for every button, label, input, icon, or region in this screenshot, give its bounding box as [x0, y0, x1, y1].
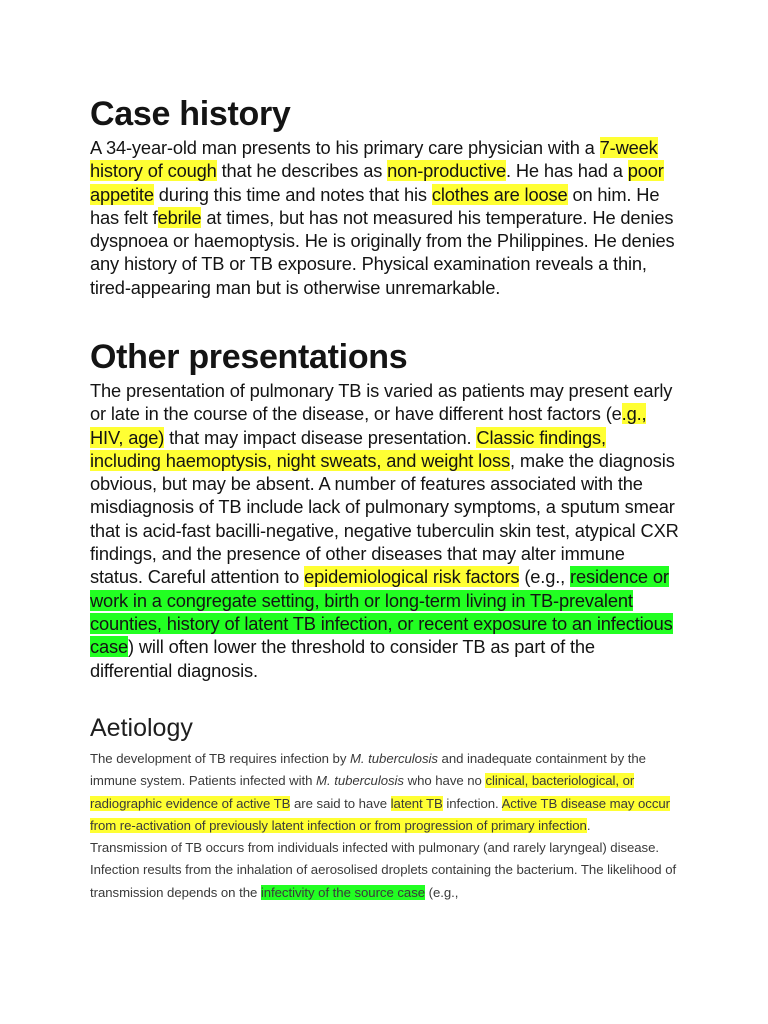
other-presentations-section	[90, 337, 680, 682]
highlight-latent-tb: latent TB	[390, 795, 443, 811]
text-run: and inadequate containment by the immune system. Patients infected with	[90, 751, 646, 789]
aetiology-paragraph-2	[90, 837, 680, 904]
text-run: that he describes as	[216, 160, 388, 182]
aetiology-section	[90, 713, 680, 904]
other-presentations-paragraph	[90, 379, 680, 682]
other-presentations-heading: Other presentations	[90, 338, 408, 376]
text-run: ) will often lower the threshold to consider TB as part of the differential diagnosis.	[90, 636, 595, 681]
text-run: The presentation of pulmonary TB is varied as patients may present early or late in the course of the disease, or have different host factors (e	[90, 380, 673, 425]
text-run: are said to have	[290, 795, 391, 811]
italic-species-name: M. tuberculosis	[316, 773, 404, 789]
case-history-section	[90, 94, 680, 299]
case-history-paragraph	[90, 136, 680, 299]
text-run: who have no	[403, 773, 486, 789]
highlight-infectivity: infectivity of the source case	[260, 884, 426, 900]
case-history-heading: Case history	[90, 95, 291, 133]
highlight-risk-factors: epidemiological risk factors	[304, 566, 520, 588]
text-run: that may impact disease presentation.	[164, 426, 477, 448]
text-run: during this time and notes that his	[153, 183, 432, 205]
highlight-classic-findings: Classic findings, including haemoptysis, night sweats, and weight loss	[90, 426, 606, 471]
aetiology-paragraph-1	[90, 748, 680, 837]
text-run: (e.g.,	[425, 884, 459, 900]
text-run: Transmission of TB occurs from individuals infected with pulmonary (and rarely laryngeal) disease. Infection results from the inhalation of aerosolised droplets containing the bacterium. The likelihood of transmission depends on the	[90, 840, 677, 900]
text-run: .	[586, 817, 591, 833]
highlight-non-productive: non-productive	[387, 160, 506, 182]
text-run: , make the diagnosis obvious, but may be absent. A number of features associated with the misdiagnosis of TB include lack of pulmonary symptoms, a sputum smear that is acid-fast bacilli-negative, negative tuberculin skin test, atypical CXR findings, and the presence of other diseases that may alter immune status. Careful attention to	[90, 449, 679, 588]
text-run: infection.	[442, 795, 502, 811]
highlight-poor-appetite: poor appetite	[90, 160, 664, 205]
text-run: (e.g.,	[519, 566, 571, 588]
text-run: The development of TB requires infection by	[90, 751, 350, 766]
text-run: at times, but has not measured his temperature. He denies dyspnoea or haemoptysis. He is originally from the Philippines. He denies any history of TB or TB exposure. Physical examination reveals a thin, tired-appearing man but is otherwise unremarkable.	[90, 206, 675, 298]
highlight-cough-history: 7-week history of cough	[90, 137, 658, 182]
text-run: on him. He has felt f	[90, 183, 660, 228]
highlight-hiv-age: .g., HIV, age)	[90, 403, 647, 448]
highlight-febrile: ebrile	[157, 206, 202, 228]
text-run: A 34-year-old man presents to his primary care physician with a	[90, 137, 600, 158]
highlight-clothes-loose: clothes are loose	[431, 183, 568, 205]
highlight-congregate-setting: residence or work in a congregate setting, birth or long-term living in TB-prevalent counties, history of latent TB infection, or recent exposure to an infectious case	[90, 566, 673, 658]
highlight-active-tb: Active TB disease may occur from re-activation of previously latent infection or from progression of primary infection	[90, 795, 671, 833]
text-run: . He has had a	[506, 160, 628, 182]
highlight-no-evidence: clinical, bacteriological, or radiographic evidence of active TB	[90, 773, 635, 811]
aetiology-heading: Aetiology	[90, 714, 193, 742]
italic-species-name: M. tuberculosis	[350, 751, 438, 766]
